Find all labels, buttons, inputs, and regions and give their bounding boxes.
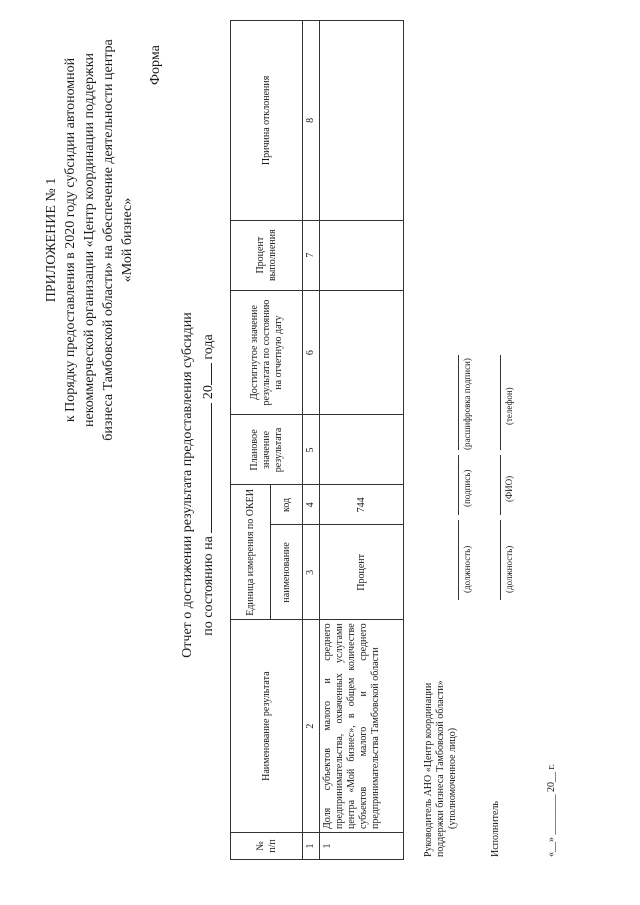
executor-label: Исполнитель: [490, 801, 501, 857]
caption-phone: (телефон): [504, 387, 514, 425]
report-title: Отчет о достижении результата предоставления субсидии: [180, 312, 195, 658]
report-heading: [178, 255, 218, 715]
head-line-1: Руководитель АНО «Центр координации: [423, 682, 434, 857]
col-number: 1: [303, 833, 320, 860]
phone-line: [500, 355, 501, 450]
appendix-line-3: бизнеса Тамбовской области» на обеспечение деятельности центра: [101, 39, 116, 441]
table-row: [320, 21, 404, 860]
header-reason: Причина отклонения: [231, 21, 303, 221]
row-result-name: Доля субъектов малого и среднего предпринимательства, охваченных услугами центра «Мой бизнес», в общем количестве субъектов малого и среднего предпринимательства Тамбовской области: [320, 620, 404, 833]
form-label: Форма: [148, 45, 163, 85]
header-unit-code: код: [271, 485, 303, 525]
row-num: 1: [320, 833, 404, 860]
caption-decode: (расшифровка подписи): [462, 358, 472, 450]
appendix-title: ПРИЛОЖЕНИЕ № 1: [44, 177, 59, 303]
header-percent: Процент выполнения: [231, 220, 303, 290]
head-signature-label: [423, 680, 459, 857]
header-unit: Единица измерения по ОКЕИ: [231, 485, 271, 620]
caption-position: (должность): [462, 545, 472, 593]
row-reason: [320, 21, 404, 221]
header-planned: Плановое значение результата: [231, 415, 303, 485]
col-number: 8: [303, 21, 320, 221]
year-blank: [197, 363, 212, 385]
signature-line: [458, 455, 459, 515]
appendix-line-1: к Порядку предоставления в 2020 году субсидии автономной: [63, 57, 78, 423]
appendix-line-4: «Мой бизнес»: [120, 197, 135, 283]
row-percent: [320, 220, 404, 290]
head-line-2: поддержки бизнеса Тамбовской области»: [435, 680, 446, 857]
row-unit-code: 744: [320, 485, 404, 525]
column-numbers-row: [303, 21, 320, 860]
signature-date: «__» ________ 20__ г.: [546, 764, 557, 857]
col-number: 6: [303, 290, 320, 415]
executor-position-line: [500, 520, 501, 600]
col-number: 2: [303, 620, 320, 833]
header-name: Наименование результата: [231, 620, 303, 833]
appendix-line-2: некоммерческой организации «Центр координации поддержки: [82, 53, 97, 428]
col-number: 4: [303, 485, 320, 525]
row-unit-name: Процент: [320, 525, 404, 620]
caption-position-executor: (должность): [504, 545, 514, 593]
position-line: [458, 520, 459, 600]
head-line-3: (уполномоченное лицо): [447, 727, 458, 829]
row-achieved: [320, 290, 404, 415]
row-planned: [320, 415, 404, 485]
caption-signature: (подпись): [462, 469, 472, 507]
header-achieved: Достигнутое значение результата по состоянию на отчетную дату: [231, 290, 303, 415]
decode-line: [458, 355, 459, 450]
col-number: 5: [303, 415, 320, 485]
col-number: 7: [303, 220, 320, 290]
fio-line: [500, 455, 501, 515]
report-asof: по состоянию на 20 года: [197, 255, 218, 715]
header-num: № п/п: [231, 833, 303, 860]
date-blank: [197, 403, 212, 533]
appendix-header: [42, 20, 137, 460]
caption-fio: (ФИО): [504, 475, 514, 502]
header-unit-name: наименование: [271, 525, 303, 620]
report-table: [230, 20, 404, 860]
col-number: 3: [303, 525, 320, 620]
